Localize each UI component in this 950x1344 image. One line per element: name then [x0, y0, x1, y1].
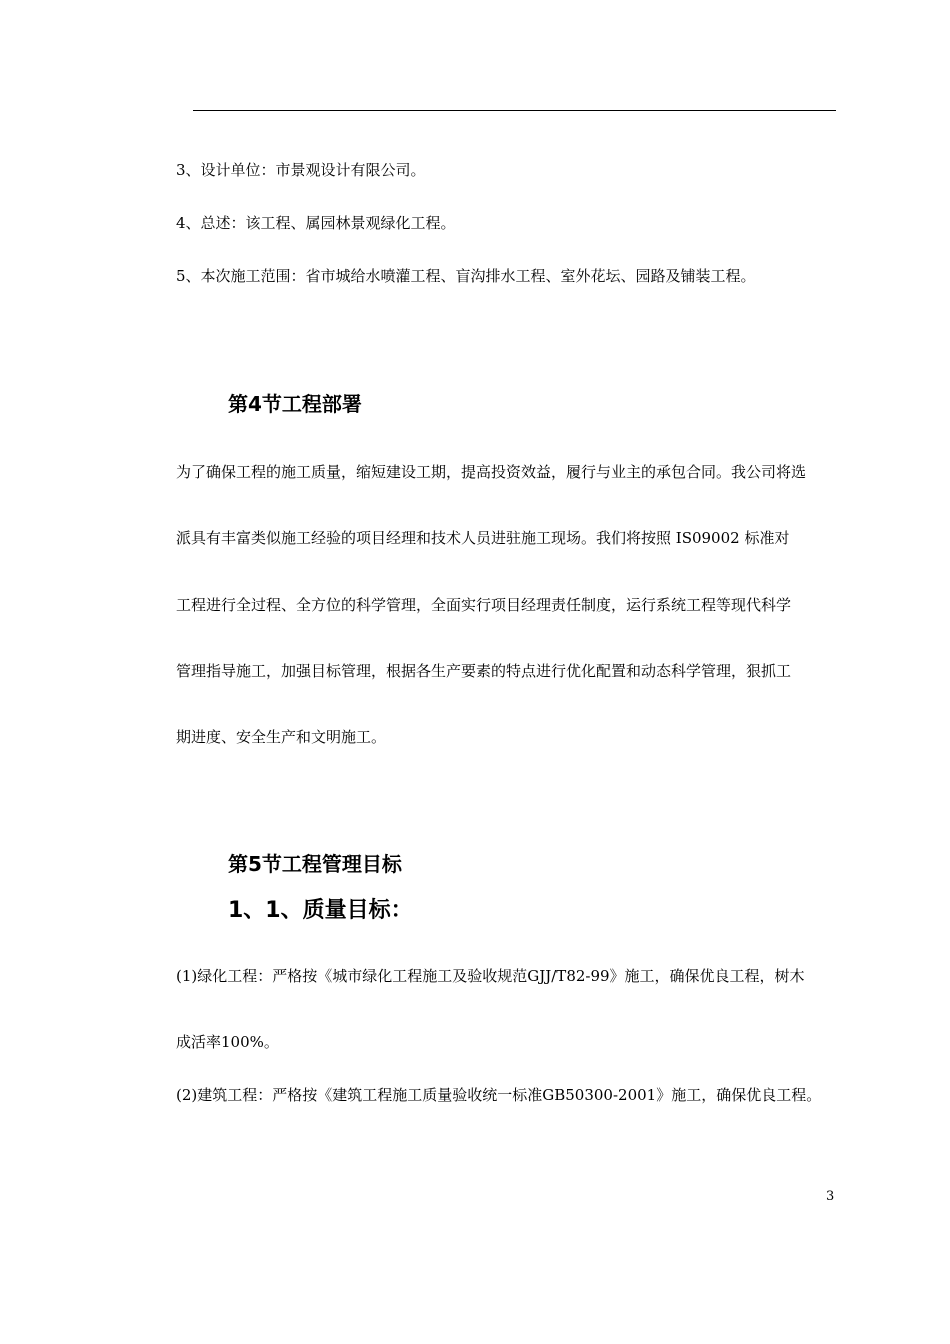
quality-goal-line: 成活率100%。: [176, 1033, 279, 1051]
quality-goal-subheading: 1、1、质量目标：: [228, 898, 413, 923]
project-item-overview: 4、总述：该工程、属园林景观绿化工程。: [176, 214, 456, 232]
section-4-paragraph-line: 派具有丰富类似施工经验的项目经理和技术人员进驻施工现场。我们将按照 IS09002 标准对: [176, 529, 790, 547]
section-4-heading: 第4节工程部署: [228, 392, 362, 416]
quality-goal-line: (2)建筑工程：严格按《建筑工程施工质量验收统一标准GB50300-2001》施工，确保优良工程。: [176, 1086, 822, 1104]
section-4-paragraph-line: 管理指导施工，加强目标管理，根据各生产要素的特点进行优化配置和动态科学管理，狠抓工: [176, 662, 792, 680]
project-item-design-unit: 3、设计单位：市景观设计有限公司。: [176, 161, 426, 179]
project-item-scope: 5、本次施工范围：省市城给水喷灌工程、盲沟排水工程、室外花坛、园路及铺装工程。: [176, 267, 756, 285]
section-4-paragraph-line: 期进度、安全生产和文明施工。: [176, 728, 387, 746]
section-4-paragraph-line: 工程进行全过程、全方位的科学管理，全面实行项目经理责任制度，运行系统工程等现代科学: [176, 596, 792, 614]
header-rule: [193, 110, 836, 111]
section-5-heading: 第5节工程管理目标: [228, 852, 402, 876]
section-4-paragraph-line: 为了确保工程的施工质量，缩短建设工期，提高投资效益，履行与业主的承包合同。我公司将选: [176, 463, 807, 481]
page-number: 3: [826, 1189, 835, 1204]
quality-goal-line: (1)绿化工程：严格按《城市绿化工程施工及验收规范GJJ/T82-99》施工，确保优良工程，树木: [176, 967, 805, 985]
